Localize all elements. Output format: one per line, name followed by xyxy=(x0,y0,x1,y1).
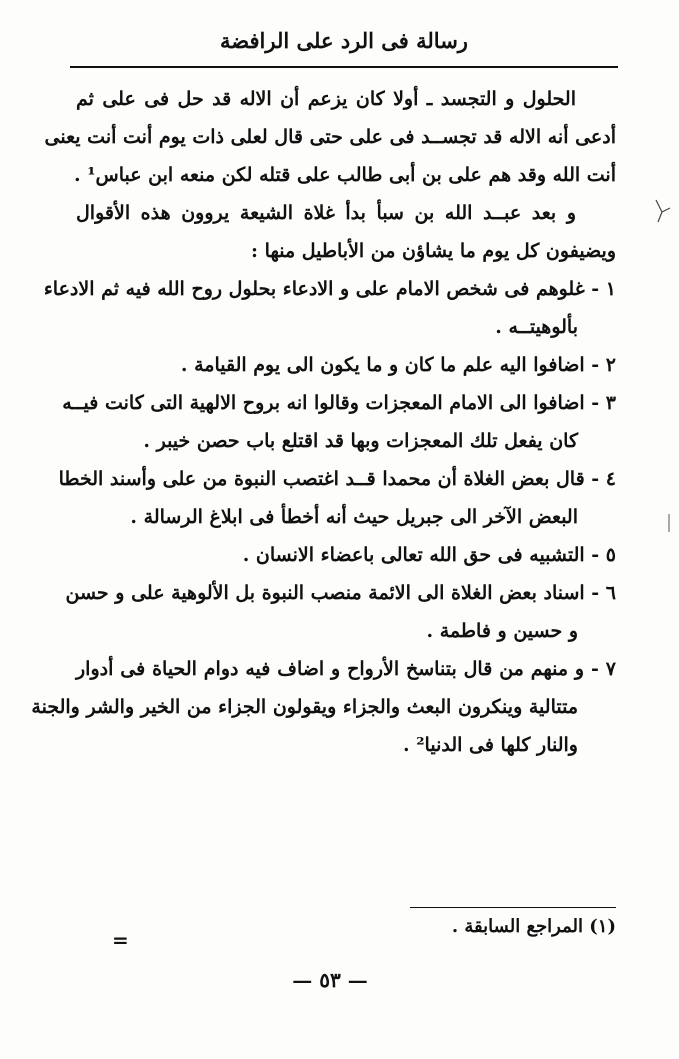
running-title: رسالة فى الرد على الرافضة xyxy=(220,28,468,53)
list-item-3: ٣ - اضافوا الى الامام المعجزات وقالوا انه بروح الالهية التى كانت فيــه xyxy=(62,392,616,414)
footnote: (١) المراجع السابقة . xyxy=(451,916,616,937)
page-number: — ٥٣ — xyxy=(292,968,368,992)
list-item-3-continuation: كان يفعل تلك المعجزات وبها قد اقتلع باب حصن خيبر . xyxy=(143,430,578,452)
list-item-2: ٢ - اضافوا اليه علم ما كان و ما يكون الى يوم القيامة . xyxy=(180,354,616,376)
list-item-4-continuation: البعض الآخر الى جبريل حيث أنه أخطأ فى ابلاغ الرسالة . xyxy=(130,506,578,528)
list-item-1-continuation: بألوهيتــه . xyxy=(495,316,578,338)
continuation-mark: = xyxy=(112,928,129,952)
list-item-7-continuation: والنار كلها فى الدنيا² . xyxy=(402,734,578,756)
paragraph-line: أنت الله وقد هم على بن أبى طالب على قتله لكن منعه ابن عباس¹ . xyxy=(73,164,616,186)
list-item-6-continuation: و حسين و فاطمة . xyxy=(426,620,578,642)
list-item-7-continuation: متتالية وينكرون البعث والجزاء ويقولون الجزاء من الخير والشر والجنة xyxy=(31,696,578,718)
list-item-5: ٥ - التشبيه فى حق الله تعالى باعضاء الانسان . xyxy=(242,544,616,566)
list-item-4: ٤ - قال بعض الغلاة أن محمدا قــد اغتصب النبوة من على وأسند الخطا xyxy=(58,468,616,490)
paragraph-line: و بعد عبــد الله بن سبأ بدأ غلاة الشيعة يروون هذه الأقوال xyxy=(76,202,576,224)
body-text xyxy=(31,80,616,764)
list-item-1: ١ - غلوهم فى شخص الامام على و الادعاء بحلول روح الله فيه ثم الادعاء xyxy=(43,278,616,300)
list-item-6: ٦ - اسناد بعض الغلاة الى الائمة منصب النبوة بل الألوهية على و حسن xyxy=(65,582,616,604)
footnote-rule xyxy=(410,907,616,908)
margin-scribble-icon xyxy=(652,196,674,226)
margin-tick-icon xyxy=(664,512,674,534)
list-item-7: ٧ - و منهم من قال بتناسخ الأرواح و اضاف فيه دوام الحياة فى أدوار xyxy=(76,658,616,680)
paragraph-line: أدعى أنه الاله قد تجســد فى على حتى قال لعلى ذات يوم أنت أنت يعنى xyxy=(44,126,616,148)
paragraph-line: ويضيفون كل يوم ما يشاؤن من الأباطيل منها : xyxy=(251,240,616,262)
header-rule xyxy=(70,66,618,68)
paragraph-line: الحلول و التجسد ـ أولا كان يزعم أن الاله قد حل فى على ثم xyxy=(76,88,576,110)
